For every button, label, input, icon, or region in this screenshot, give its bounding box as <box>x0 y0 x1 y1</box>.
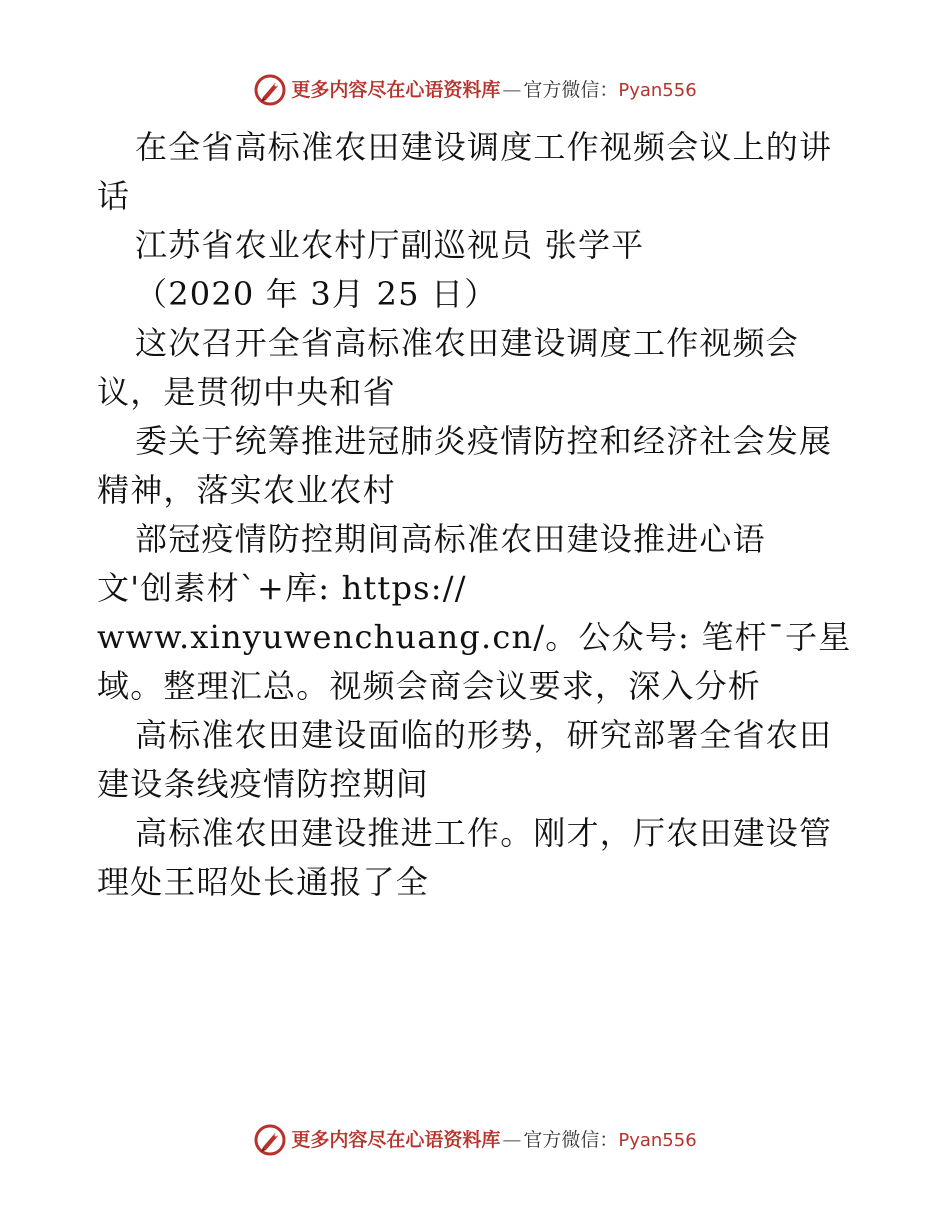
watermark-dash: — <box>502 1128 522 1151</box>
text-line: 高标准农田建设推进工作。刚才，厅农田建设管 <box>135 814 833 852</box>
text-line: 江苏省农业农村厅副巡视员 张学平 <box>135 226 645 264</box>
text-line: （2020 年 3月 25 日） <box>135 275 498 313</box>
pen-nib-circle-icon <box>253 1123 287 1157</box>
text-line: www.xinyuwenchuang.cn/。公众号: 笔杆¯子星 <box>97 618 852 656</box>
watermark-sub-text: 官方微信： <box>523 1128 619 1151</box>
text-line: 议，是贯彻中央和省 <box>97 373 396 411</box>
text-line: 话 <box>97 177 131 215</box>
text-line: 文'创素材`+库: https:// <box>97 569 467 607</box>
text-line: 委关于统筹推进冠肺炎疫情防控和经济社会发展 <box>135 422 833 460</box>
text-line: 这次召开全省高标准农田建设调度工作视频会 <box>135 324 800 362</box>
watermark-main-text: 更多内容尽在心语资料库 <box>291 1128 501 1151</box>
watermark-main-text: 更多内容尽在心语资料库 <box>291 78 501 101</box>
text-line: 理处王昭处长通报了全 <box>97 863 430 901</box>
watermark-dash: — <box>502 78 522 101</box>
text-line: 部冠疫情防控期间高标准农田建设推进心语 <box>135 520 766 558</box>
watermark-sub-text: 官方微信： <box>523 78 619 101</box>
footer-watermark <box>0 1120 950 1160</box>
text-line: 建设条线疫情防控期间 <box>97 765 430 803</box>
document-body <box>97 123 857 907</box>
watermark-wechat-id: Pyan556 <box>618 79 697 101</box>
watermark-wechat-id: Pyan556 <box>618 1129 697 1151</box>
text-line: 域。整理汇总。视频会商会议要求，深入分析 <box>97 667 762 705</box>
pen-nib-circle-icon <box>253 73 287 107</box>
text-line: 在全省高标准农田建设调度工作视频会议上的讲 <box>135 128 833 166</box>
text-line: 高标准农田建设面临的形势，研究部署全省农田 <box>135 716 833 754</box>
header-watermark <box>0 70 950 110</box>
text-line: 精神，落实农业农村 <box>97 471 396 509</box>
